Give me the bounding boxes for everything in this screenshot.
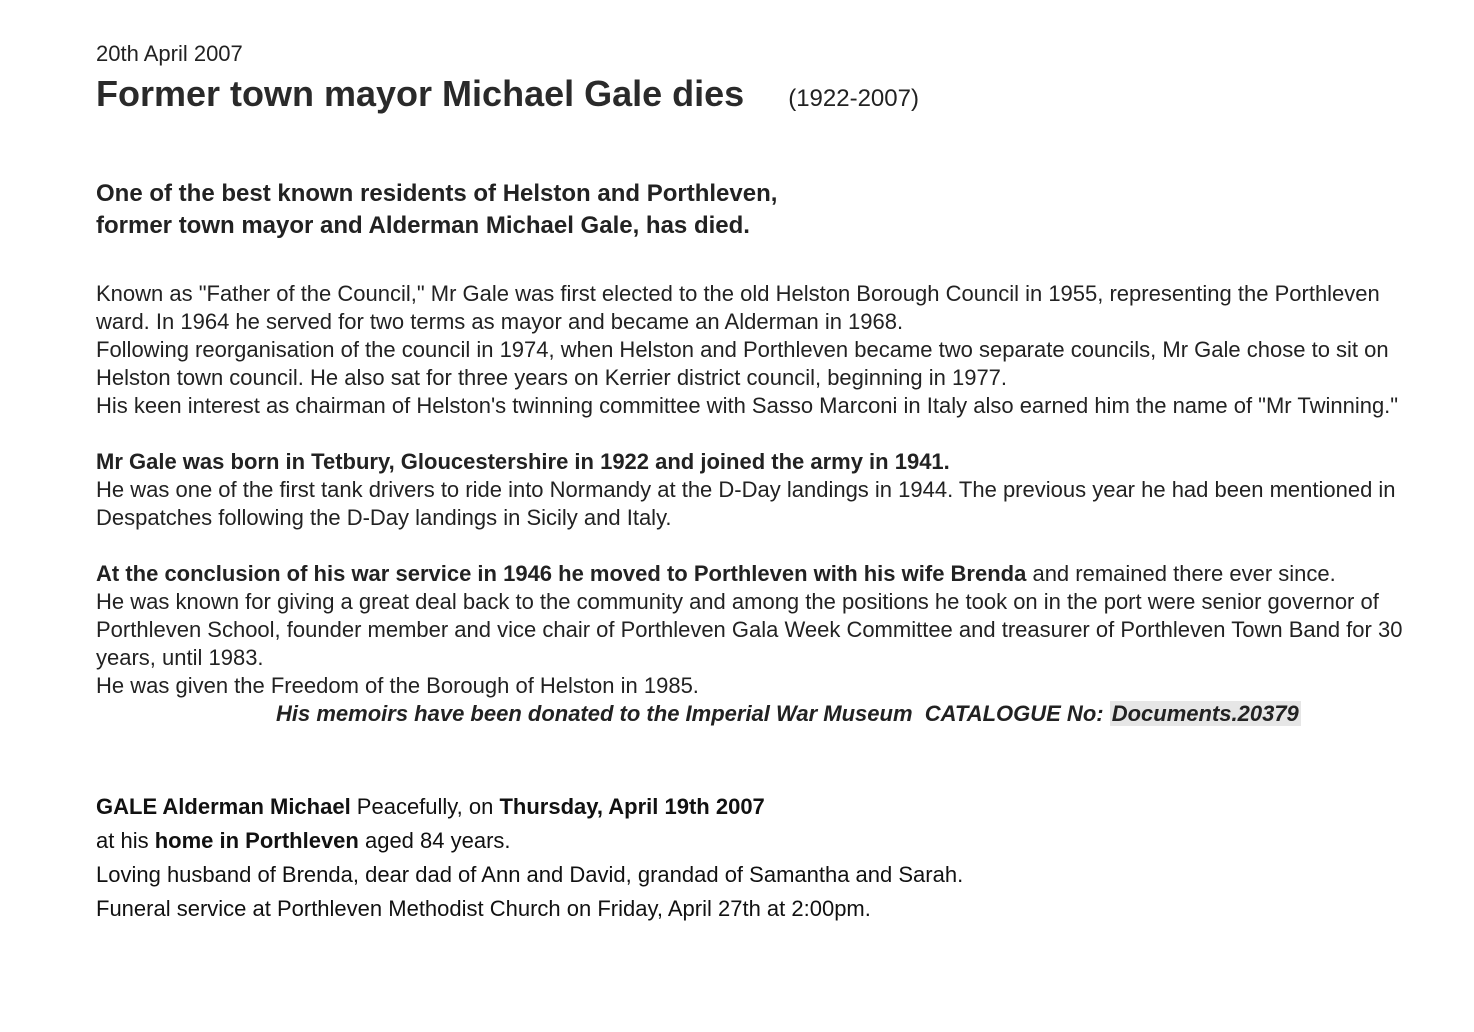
porthleven-intro-bold: At the conclusion of his war service in 1946 he moved to Porthleven with his wife Brenda	[96, 561, 1027, 586]
community-paragraph: He was known for giving a great deal back to the community and among the positions he took on in the port were senior governor of Porthleven School, founder member and vice chair of Porthleven Gala Week Committee and treasurer of Porthleven Town Band for 30 years, until 1983.	[96, 589, 1403, 670]
notice-home: home in Porthleven	[154, 828, 359, 853]
lifespan-years: (1922-2007)	[788, 85, 919, 112]
notice-date: Thursday, April 19th 2007	[499, 794, 765, 819]
article-title: Former town mayor Michael Gale dies	[96, 73, 745, 114]
porthleven-intro-rest: and remained there ever since.	[1026, 561, 1336, 586]
title-row	[96, 72, 1426, 116]
army-heading: Mr Gale was born in Tetbury, Gloucestershire in 1922 and joined the army in 1941.	[96, 449, 950, 474]
army-paragraph: He was one of the first tank drivers to ride into Normandy at the D-Day landings in 1944. The previous year he had been mentioned in Despatches following the D-Day landings in Sicily and Italy.	[96, 477, 1396, 530]
article-date: 20th April 2007	[96, 41, 243, 66]
spacer	[96, 532, 1426, 560]
council-paragraph-1: Known as "Father of the Council," Mr Gale was first elected to the old Helston Borough Council in 1955, representing the Porthleven ward. In 1964 he served for two terms as mayor and became an Alderman in 1968.	[96, 281, 1380, 334]
death-notice	[96, 790, 1426, 926]
council-paragraph-3: His keen interest as chairman of Helston's twinning committee with Sasso Marconi in Italy also earned him the name of "Mr Twinning."	[96, 393, 1399, 418]
army-section	[96, 448, 1426, 532]
lead-paragraph	[96, 178, 1426, 242]
freedom-paragraph: He was given the Freedom of the Borough of Helston in 1985.	[96, 673, 699, 698]
notice-line-2	[96, 824, 1426, 858]
council-paragraph-2: Following reorganisation of the council in 1974, when Helston and Porthleven became two separate councils, Mr Gale chose to sit on Helston town council. He also sat for three years on Kerrier district council, beginning in 1977.	[96, 337, 1389, 390]
article	[96, 40, 1426, 926]
notice-line-1	[96, 790, 1426, 824]
memoirs-line	[96, 700, 1426, 728]
notice-family: Loving husband of Brenda, dear dad of Ann and David, grandad of Samantha and Sarah.	[96, 862, 964, 887]
lead-line-2: former town mayor and Alderman Michael Gale, has died.	[96, 212, 750, 239]
porthleven-section	[96, 560, 1426, 728]
catalogue-number[interactable]: Documents.20379	[1111, 701, 1299, 726]
memoirs-text: His memoirs have been donated to the Imperial War Museum CATALOGUE No:	[276, 701, 1110, 726]
spacer	[96, 420, 1426, 448]
lead-line-1: One of the best known residents of Helston and Porthleven,	[96, 180, 778, 207]
notice-at-his: at his	[96, 828, 155, 853]
notice-funeral: Funeral service at Porthleven Methodist Church on Friday, April 27th at 2:00pm.	[96, 896, 871, 921]
notice-name: GALE Alderman Michael	[96, 794, 351, 819]
council-section	[96, 280, 1426, 420]
porthleven-intro	[96, 560, 1426, 588]
notice-peacefully: Peacefully, on	[350, 794, 500, 819]
notice-aged: aged 84 years.	[358, 828, 511, 853]
